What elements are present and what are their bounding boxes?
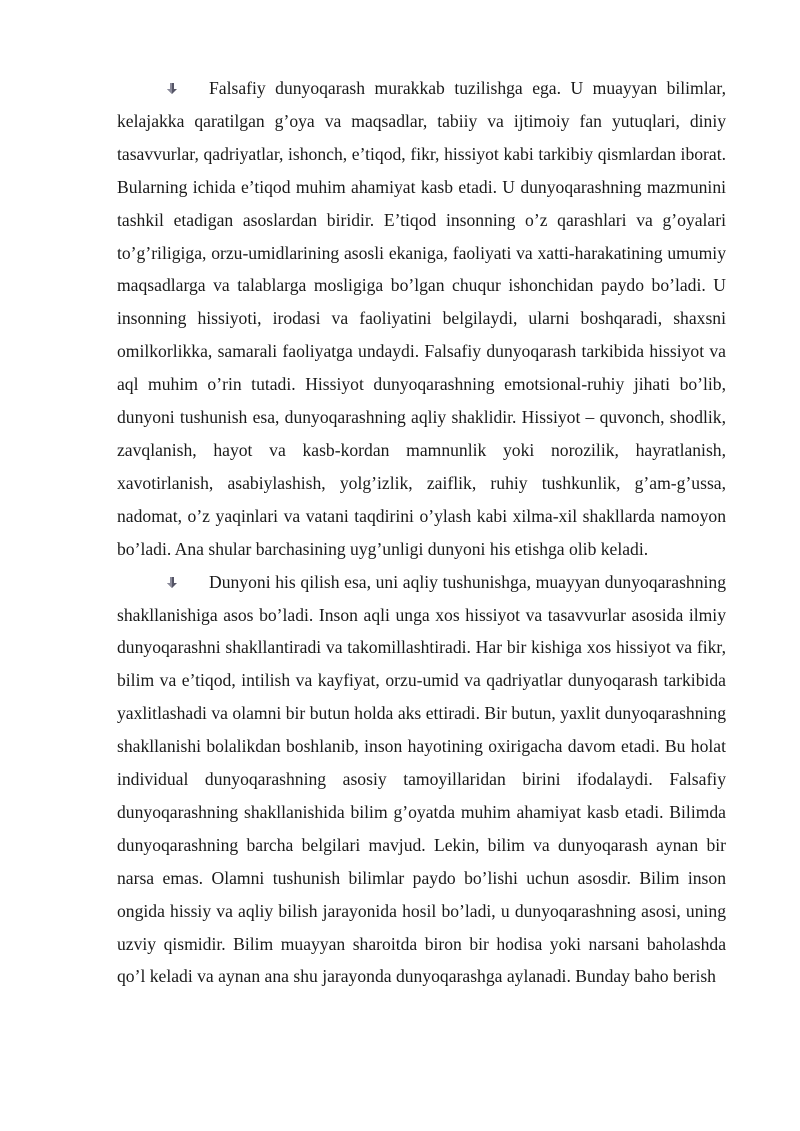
paragraph-2-text: Dunyoni his qilish esa, uni aqliy tushunishga, muayyan dunyoqarashning shakllanishiga asos bo’ladi. Inson aqli unga xos hissiyot va tasavvurlar asosida ilmiy dunyoqarashni shakllantiradi va takomillashtiradi. Har bir kishiga xos hissiyot va fikr, bilim va e’tiqod, intilish va kayfiyat, orzu-umid va qadriyatlar dunyoqarash tarkibida yaxlitlashadi va olamni bir butun holda aks ettiradi. Bir butun, yaxlit dunyoqarashning shakllanishi bolalikdan boshlanib, inson hayotining oxirigacha davom etadi. Bu holat individual dunyoqarashning asosiy tamoyillaridan birini ifodalaydi. Falsafiy dunyoqarashning shakllanishida bilim g’oyatda muhim ahamiyat kasb etadi. Bilimda dunyoqarashning barcha belgilari mavjud. Lekin, bilim va dunyoqarash aynan bir narsa emas. Olamni tushunish bilimlar paydo bo’lishi uchun asosdir. Bilim inson ongida hissiy va aqliy bilish jarayonida hosil bo’ladi, u dunyoqarashning asosi, uning uzviy qismidir. Bilim muayyan sharoitda biron bir hodisa yoki narsani baholashda qo’l keladi va aynan ana shu jarayonda dunyoqarashga aylanadi. Bunday baho berish (117, 571, 726, 987)
arrow-down-bullet-icon (165, 82, 179, 96)
arrow-down-bullet-icon (165, 576, 179, 590)
paragraph-1 (117, 72, 726, 566)
document-body (117, 72, 726, 993)
paragraph-1-text: Falsafiy dunyoqarash murakkab tuzilishga ega. U muayyan bilimlar, kelajakka qaratilgan g’oya va maqsadlar, tabiiy va ijtimoiy fan yutuqlari, diniy tasavvurlar, qadriyatlar, ishonch, e’tiqod, fikr, hissiyot kabi tarkibiy qismlardan iborat. Bularning ichida e’tiqod muhim ahamiyat kasb etadi. U dunyoqarashning mazmunini tashkil etadigan asoslardan biridir. E’tiqod insonning o’z qarashlari va g’oyalari to’g’riligiga, orzu-umidlarining asosli ekaniga, faoliyati va xatti-harakatining umumiy maqsadlarga va talablarga mosligiga bo’lgan chuqur ishonchidan paydo bo’ladi. U insonning hissiyoti, irodasi va faoliyatini belgilaydi, ularni boshqaradi, shaxsni omilkorlikka, samarali faoliyatga undaydi. Falsafiy dunyoqarash tarkibida hissiyot va aql muhim o’rin tutadi. Hissiyot dunyoqarashning emotsional-ruhiy jihati bo’lib, dunyoni tushunish esa, dunyoqarashning aqliy shaklidir. Hissiyot – quvonch, shodlik, zavqlanish, hayot va kasb-kordan mamnunlik yoki norozilik, hayratlanish, xavotirlanish, asabiylashish, yolg’izlik, zaiflik, ruhiy tushkunlik, g’am-g’ussa, nadomat, o’z yaqinlari va vatani taqdirini o’ylash kabi xilma-xil shakllarda namoyon bo’ladi. Ana shular barchasining uyg’unligi dunyoni his etishga olib keladi. (117, 78, 726, 559)
paragraph-2 (117, 566, 726, 994)
